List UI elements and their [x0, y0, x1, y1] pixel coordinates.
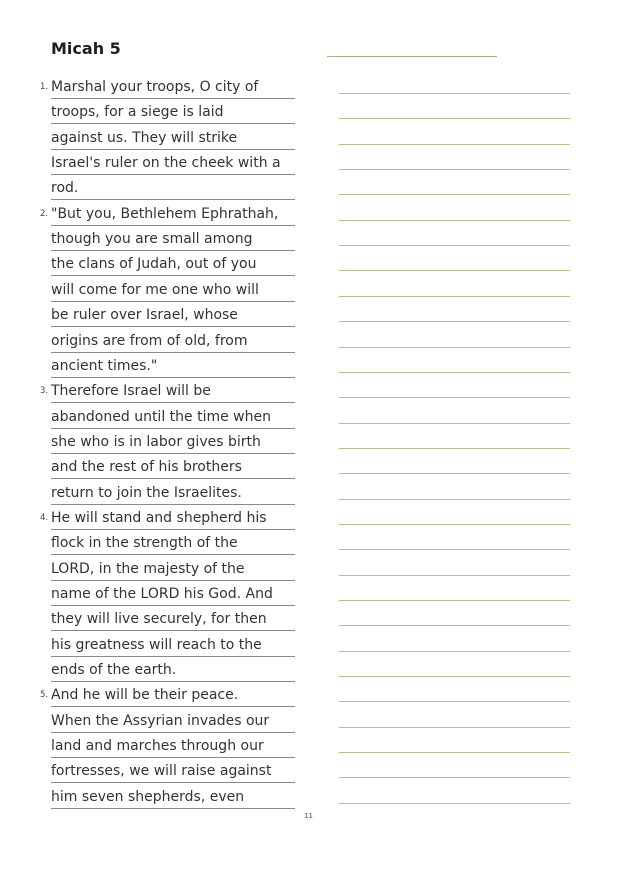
writing-rule: [339, 423, 570, 424]
verse-line: his greatness will reach to the: [51, 633, 295, 657]
writing-rule: [339, 701, 570, 702]
writing-rule: [339, 321, 570, 322]
verse-line: she who is in labor gives birth: [51, 430, 295, 454]
verse-line: abandoned until the time when: [51, 405, 295, 429]
verse-line: And he will be their peace.: [51, 683, 295, 707]
verse-line: him seven shepherds, even: [51, 785, 295, 809]
writing-rule: [339, 777, 570, 778]
writing-rule: [339, 347, 570, 348]
writing-rule: [339, 676, 570, 677]
writing-rule: [339, 296, 570, 297]
verse-line: name of the LORD his God. And: [51, 582, 295, 606]
verse-line: they will live securely, for then: [51, 607, 295, 631]
verse-line: Israel's ruler on the cheek with a: [51, 151, 295, 175]
writing-rule: [339, 575, 570, 576]
writing-rule: [339, 169, 570, 170]
writing-rule: [339, 118, 570, 119]
verse-number: 3.: [40, 386, 49, 397]
verse-line: He will stand and shepherd his: [51, 506, 295, 530]
writing-rule: [339, 448, 570, 449]
writing-rule: [339, 194, 570, 195]
verse-line: will come for me one who will: [51, 278, 295, 302]
verse-line: rod.: [51, 176, 295, 200]
verse-line: land and marches through our: [51, 734, 295, 758]
writing-rule: [339, 803, 570, 804]
verse-line: troops, for a siege is laid: [51, 100, 295, 124]
verse-line: flock in the strength of the: [51, 531, 295, 555]
writing-rule: [339, 473, 570, 474]
title-writing-rule: [327, 56, 497, 57]
writing-rule: [339, 549, 570, 550]
writing-rule: [339, 144, 570, 145]
verse-line: and the rest of his brothers: [51, 455, 295, 479]
verse-number: 5.: [40, 690, 49, 701]
writing-rule: [339, 372, 570, 373]
verse-line: Marshal your troops, O city of: [51, 75, 295, 99]
writing-rule: [339, 499, 570, 500]
verse-line: ends of the earth.: [51, 658, 295, 682]
verse-line: Therefore Israel will be: [51, 379, 295, 403]
verse-line: "But you, Bethlehem Ephrathah,: [51, 202, 295, 226]
writing-rule: [339, 625, 570, 626]
verse-line: ancient times.": [51, 354, 295, 378]
verse-line: against us. They will strike: [51, 126, 295, 150]
verse-line: though you are small among: [51, 227, 295, 251]
writing-rule: [339, 397, 570, 398]
verse-line: fortresses, we will raise against: [51, 759, 295, 783]
verse-line: the clans of Judah, out of you: [51, 252, 295, 276]
verse-line: origins are from of old, from: [51, 329, 295, 353]
verse-number: 2.: [40, 208, 49, 219]
verse-line: LORD, in the majesty of the: [51, 557, 295, 581]
writing-rule: [339, 600, 570, 601]
page-title: Micah 5: [51, 39, 121, 58]
writing-rule: [339, 727, 570, 728]
page-number: 11: [304, 812, 313, 820]
writing-rule: [339, 651, 570, 652]
verse-number: 4.: [40, 512, 49, 523]
writing-rule: [339, 524, 570, 525]
writing-rule: [339, 245, 570, 246]
verse-line: be ruler over Israel, whose: [51, 303, 295, 327]
verse-line: return to join the Israelites.: [51, 481, 295, 505]
writing-rule: [339, 220, 570, 221]
writing-rule: [339, 752, 570, 753]
writing-rule: [339, 93, 570, 94]
writing-rule: [339, 270, 570, 271]
verse-line: When the Assyrian invades our: [51, 709, 295, 733]
verse-number: 1.: [40, 82, 49, 92]
